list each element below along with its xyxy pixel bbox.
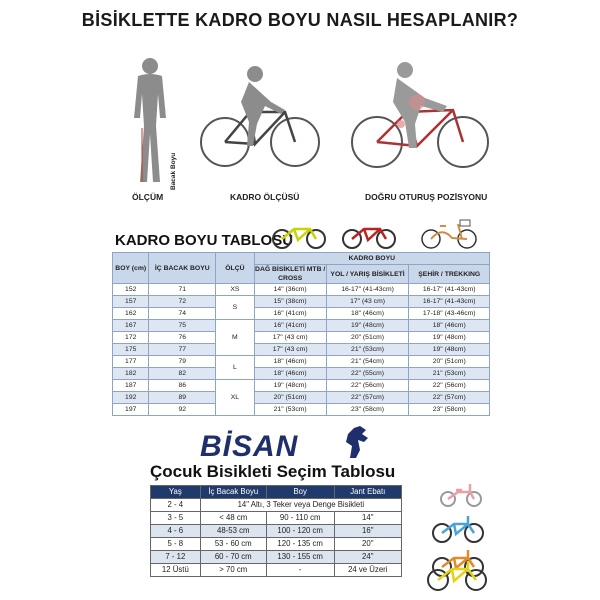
leg-length-label: Bacak Boyu xyxy=(170,152,177,190)
kid-cell-boy: 130 - 155 cm xyxy=(266,551,334,564)
cell-yol: 18" (46cm) xyxy=(326,308,409,320)
kid-cell-ic-bacak: < 48 cm xyxy=(200,512,266,525)
cell-boy: 157 xyxy=(113,296,149,308)
cell-dag: 18" (46cm) xyxy=(254,368,326,380)
brand-logo: BİSAN xyxy=(200,430,299,463)
cell-yol: 23" (58cm) xyxy=(326,404,409,416)
kid-cell-yas: 2 - 4 xyxy=(151,499,201,512)
cell-ic-bacak: 92 xyxy=(149,404,216,416)
table-row xyxy=(151,512,402,525)
cell-sehir: 22" (56cm) xyxy=(409,380,490,392)
cell-boy: 197 xyxy=(113,404,149,416)
cell-ic-bacak: 76 xyxy=(149,332,216,344)
table-row xyxy=(113,404,490,416)
kid-cell-yas: 3 - 5 xyxy=(151,512,201,525)
cell-dag: 18" (46cm) xyxy=(254,356,326,368)
frame-size-table xyxy=(112,252,490,416)
kid-cell-ic-bacak: > 70 cm xyxy=(200,564,266,577)
cyclist-frame-icon xyxy=(195,62,325,172)
kid-cell-ic-bacak: 48-53 cm xyxy=(200,525,266,538)
kid-cell-jant: 16" xyxy=(334,525,401,538)
kid-cell-boy: 100 - 120 cm xyxy=(266,525,334,538)
riding-position-icon xyxy=(345,62,495,172)
kids-bike-yellow-icon xyxy=(424,556,490,592)
cell-dag: 16" (41cm) xyxy=(254,308,326,320)
table-row xyxy=(113,368,490,380)
cell-boy: 192 xyxy=(113,392,149,404)
cell-ic-bacak: 71 xyxy=(149,284,216,296)
cell-sehir: 21" (53cm) xyxy=(409,368,490,380)
header-dag: DAĞ BİSİKLETİ MTB / CROSS xyxy=(255,266,326,282)
cell-sehir: 19" (48cm) xyxy=(409,332,490,344)
cell-yol: 20" (51cm) xyxy=(326,332,409,344)
cell-dag: 17" (43 cm) xyxy=(254,344,326,356)
cell-sehir: 22" (57cm) xyxy=(409,392,490,404)
cell-yol: 22" (55cm) xyxy=(326,368,409,380)
header-sehir: ŞEHİR / TREKKING xyxy=(409,265,490,284)
cell-dag: 16" (41cm) xyxy=(254,320,326,332)
cell-sehir: 18" (46cm) xyxy=(409,320,490,332)
cell-yol: 21" (54cm) xyxy=(326,356,409,368)
cell-sehir: 23" (58cm) xyxy=(409,404,490,416)
caption-dogru-oturus: DOĞRU OTURUŞ POZİSYONU xyxy=(365,192,488,202)
cell-ic-bacak: 72 xyxy=(149,296,216,308)
cell-yol: 22" (57cm) xyxy=(326,392,409,404)
cell-yol: 21" (53cm) xyxy=(326,344,409,356)
page-title: BİSİKLETTE KADRO BOYU NASIL HESAPLANIR? xyxy=(81,10,519,30)
header-kadro-boyu: KADRO BOYU xyxy=(254,253,489,265)
kids-bike-blue-icon xyxy=(430,512,486,544)
cell-olcu: M xyxy=(216,320,255,356)
kid-cell-jant: 24" xyxy=(334,551,401,564)
kid-cell-boy: 120 - 135 cm xyxy=(266,538,334,551)
cell-dag: 19" (48cm) xyxy=(254,380,326,392)
table-row xyxy=(151,564,402,577)
caption-olcum: ÖLÇÜM xyxy=(132,192,164,202)
cell-ic-bacak: 82 xyxy=(149,368,216,380)
cell-sehir: 16-17" (41-43cm) xyxy=(409,296,490,308)
kid-cell-jant: 24 ve Üzeri xyxy=(334,564,401,577)
cell-ic-bacak: 77 xyxy=(149,344,216,356)
table-row xyxy=(113,308,490,320)
kid-cell-jant: 20" xyxy=(334,538,401,551)
kid-header-yas: Yaş xyxy=(151,486,201,499)
table-row xyxy=(113,356,490,368)
header-olcu: ÖLÇÜ xyxy=(216,253,255,284)
cell-ic-bacak: 75 xyxy=(149,320,216,332)
road-bike-icon xyxy=(340,222,398,250)
header-boy: BOY (cm) xyxy=(113,253,149,284)
kid-header-jant: Jant Ebatı xyxy=(334,486,401,499)
cell-yol: 22" (56cm) xyxy=(326,380,409,392)
illustration-area xyxy=(90,42,510,212)
table-row xyxy=(151,538,402,551)
cell-sehir: 16-17" (41-43cm) xyxy=(409,284,490,296)
cell-olcu: XS xyxy=(216,284,255,296)
cell-boy: 182 xyxy=(113,368,149,380)
cell-olcu: S xyxy=(216,296,255,320)
cell-boy: 172 xyxy=(113,332,149,344)
table-row xyxy=(113,320,490,332)
cell-dag: 21" (53cm) xyxy=(254,404,326,416)
caption-kadro-olcusu: KADRO ÖLÇÜSÜ xyxy=(230,192,300,202)
kid-cell-yas: 4 - 6 xyxy=(151,525,201,538)
mtb-bike-icon xyxy=(270,222,328,250)
kid-table-title: Çocuk Bisikleti Seçim Tablosu xyxy=(150,462,396,481)
frame-table-title: KADRO BOYU TABLOSU xyxy=(115,232,294,249)
table-row xyxy=(151,525,402,538)
kid-header-boy: Boy xyxy=(266,486,334,499)
cell-dag: 14" (36cm) xyxy=(254,284,326,296)
cell-sehir: 20" (51cm) xyxy=(409,356,490,368)
cell-yol: 19" (48cm) xyxy=(326,320,409,332)
table-row xyxy=(113,344,490,356)
balance-bike-icon xyxy=(438,480,484,508)
header-ic-bacak: İÇ BACAK BOYU xyxy=(149,253,216,284)
kid-cell-ic-bacak: 60 - 70 cm xyxy=(200,551,266,564)
city-bike-icon xyxy=(418,218,480,250)
cell-ic-bacak: 86 xyxy=(149,380,216,392)
horse-logo-icon xyxy=(340,424,374,460)
kid-cell-jant: 14" xyxy=(334,512,401,525)
table-row xyxy=(113,380,490,392)
cell-dag: 17" (43 cm) xyxy=(254,332,326,344)
cell-boy: 162 xyxy=(113,308,149,320)
cell-dag: 15" (38cm) xyxy=(254,296,326,308)
cell-yol: 17" (43 cm) xyxy=(326,296,409,308)
cell-olcu: L xyxy=(216,356,255,380)
table-row xyxy=(113,332,490,344)
kid-cell-yas: 7 - 12 xyxy=(151,551,201,564)
cell-boy: 187 xyxy=(113,380,149,392)
cell-boy: 152 xyxy=(113,284,149,296)
table-row xyxy=(113,392,490,404)
cell-sehir: 17-18" (43-46cm) xyxy=(409,308,490,320)
kid-bike-table xyxy=(150,485,402,577)
kid-cell-merged: 14" Altı, 3 Teker veya Denge Bisikleti xyxy=(200,499,401,512)
kid-cell-yas: 12 Üstü xyxy=(151,564,201,577)
kid-header-ic-bacak: İç Bacak Boyu xyxy=(200,486,266,499)
cell-ic-bacak: 89 xyxy=(149,392,216,404)
cell-boy: 177 xyxy=(113,356,149,368)
kid-cell-yas: 5 - 8 xyxy=(151,538,201,551)
cell-ic-bacak: 74 xyxy=(149,308,216,320)
cell-olcu: XL xyxy=(216,380,255,416)
kid-cell-ic-bacak: 53 - 60 cm xyxy=(200,538,266,551)
kid-cell-boy: 90 - 110 cm xyxy=(266,512,334,525)
cell-ic-bacak: 79 xyxy=(149,356,216,368)
table-row xyxy=(113,296,490,308)
cell-dag: 20" (51cm) xyxy=(254,392,326,404)
kid-cell-boy: - xyxy=(266,564,334,577)
table-row xyxy=(113,284,490,296)
cell-sehir: 19" (48cm) xyxy=(409,344,490,356)
cell-boy: 175 xyxy=(113,344,149,356)
header-yol: YOL / YARIŞ BİSİKLETİ xyxy=(326,265,409,284)
cell-yol: 16-17" (41-43cm) xyxy=(326,284,409,296)
table-row xyxy=(151,551,402,564)
cell-boy: 167 xyxy=(113,320,149,332)
